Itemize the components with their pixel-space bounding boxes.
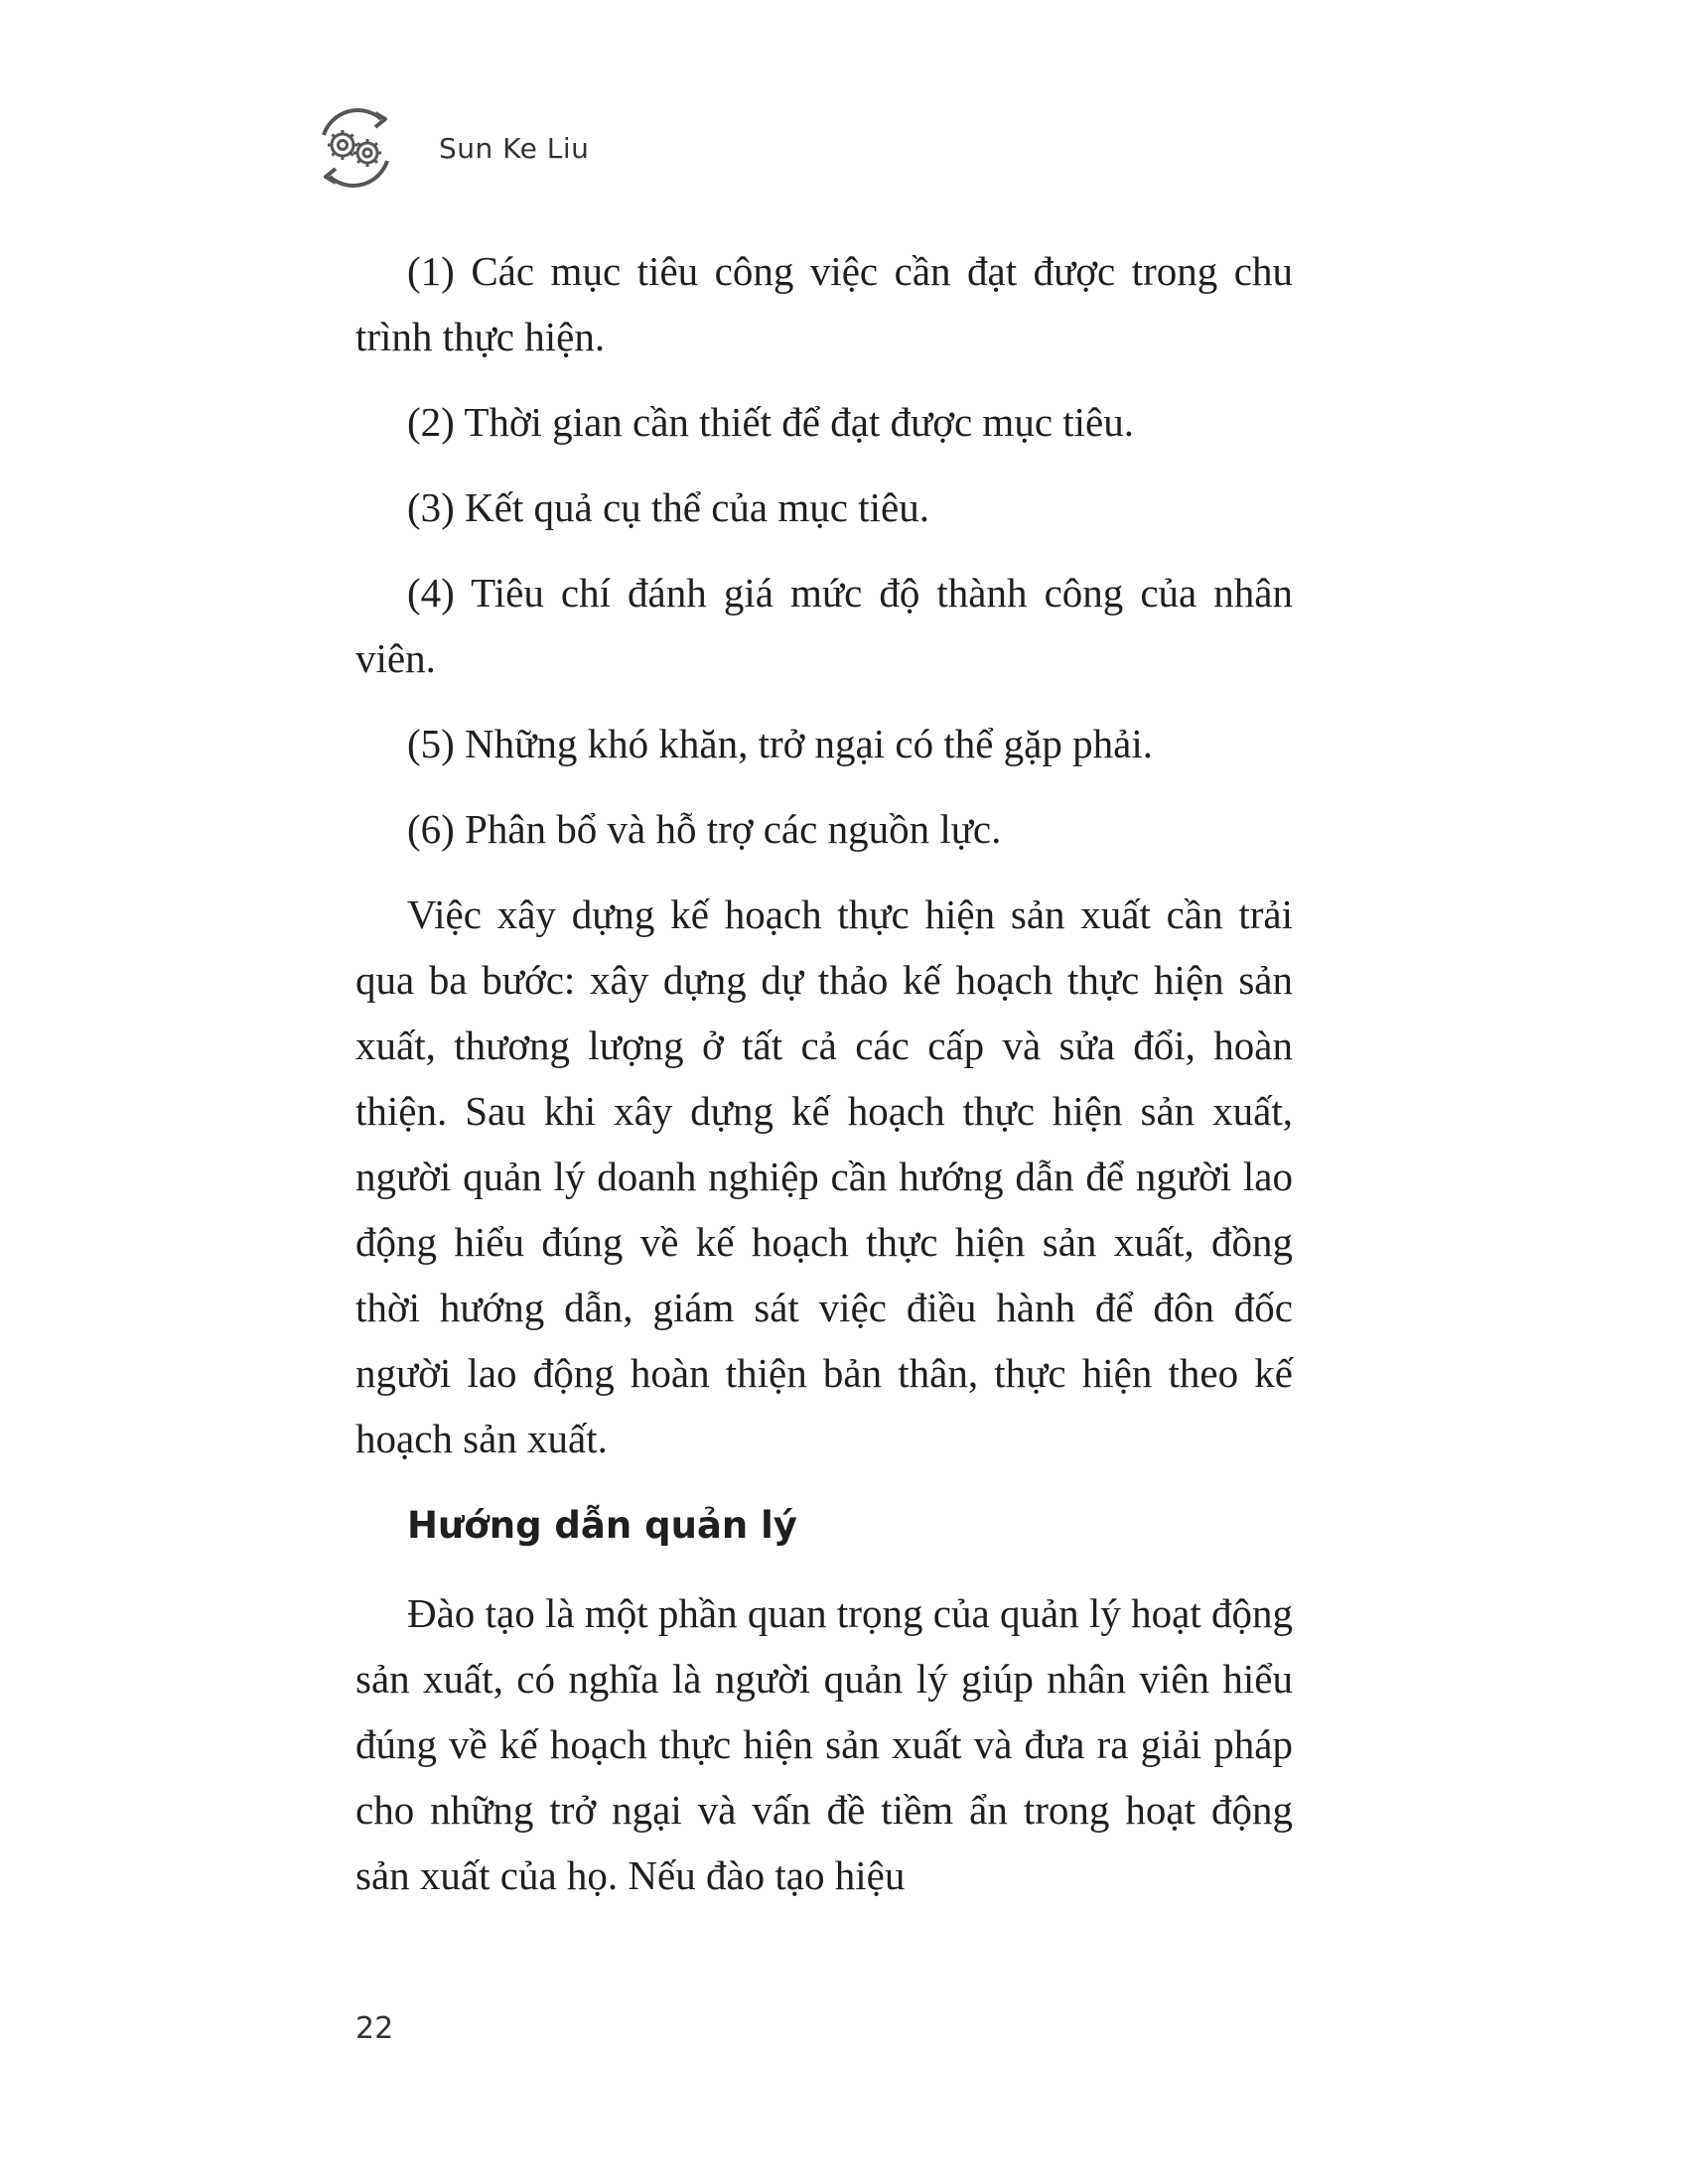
list-item: (2) Thời gian cần thiết để đạt được mục tiêu. [407,399,1134,445]
page-body [355,238,1293,1908]
list-item: (3) Kết quả cụ thể của mục tiêu. [407,484,929,530]
author-name: Sun Ke Liu [439,131,590,165]
paragraph: Đào tạo là một phần quan trọng của quản lý hoạt động sản xuất, có nghĩa là người quản lý giúp nhân viên hiểu đúng về kế hoạch thực hiện sản xuất và đưa ra giải pháp cho những trở ngại và vấn đề tiềm ẩn trong hoạt động sản xuất của họ. Nếu đào tạo hiệu [355,1590,1293,1898]
gears-cycle-icon [310,105,401,191]
list-item: (1) Các mục tiêu công việc cần đạt được trong chu trình thực hiện. [355,248,1293,359]
paragraph: Việc xây dựng kế hoạch thực hiện sản xuất cần trải qua ba bước: xây dựng dự thảo kế hoạch thực hiện sản xuất, thương lượng ở tất cả các cấp và sửa đổi, hoàn thiện. Sau khi xây dựng kế hoạch thực hiện sản xuất, người quản lý doanh nghiệp cần hướng dẫn để người lao động hiểu đúng về kế hoạch thực hiện sản xuất, đồng thời hướng dẫn, giám sát việc điều hành để đôn đốc người lao động hoàn thiện bản thân, thực hiện theo kế hoạch sản xuất. [355,891,1293,1461]
page-number: 22 [355,2011,394,2046]
running-header [310,103,589,193]
list-item: (6) Phân bổ và hỗ trợ các nguồn lực. [407,806,1002,852]
list-item: (5) Những khó khăn, trở ngại có thể gặp phải. [407,721,1153,766]
list-item: (4) Tiêu chí đánh giá mức độ thành công của nhân viên. [355,570,1293,681]
section-heading: Hướng dẫn quản lý [407,1504,797,1547]
